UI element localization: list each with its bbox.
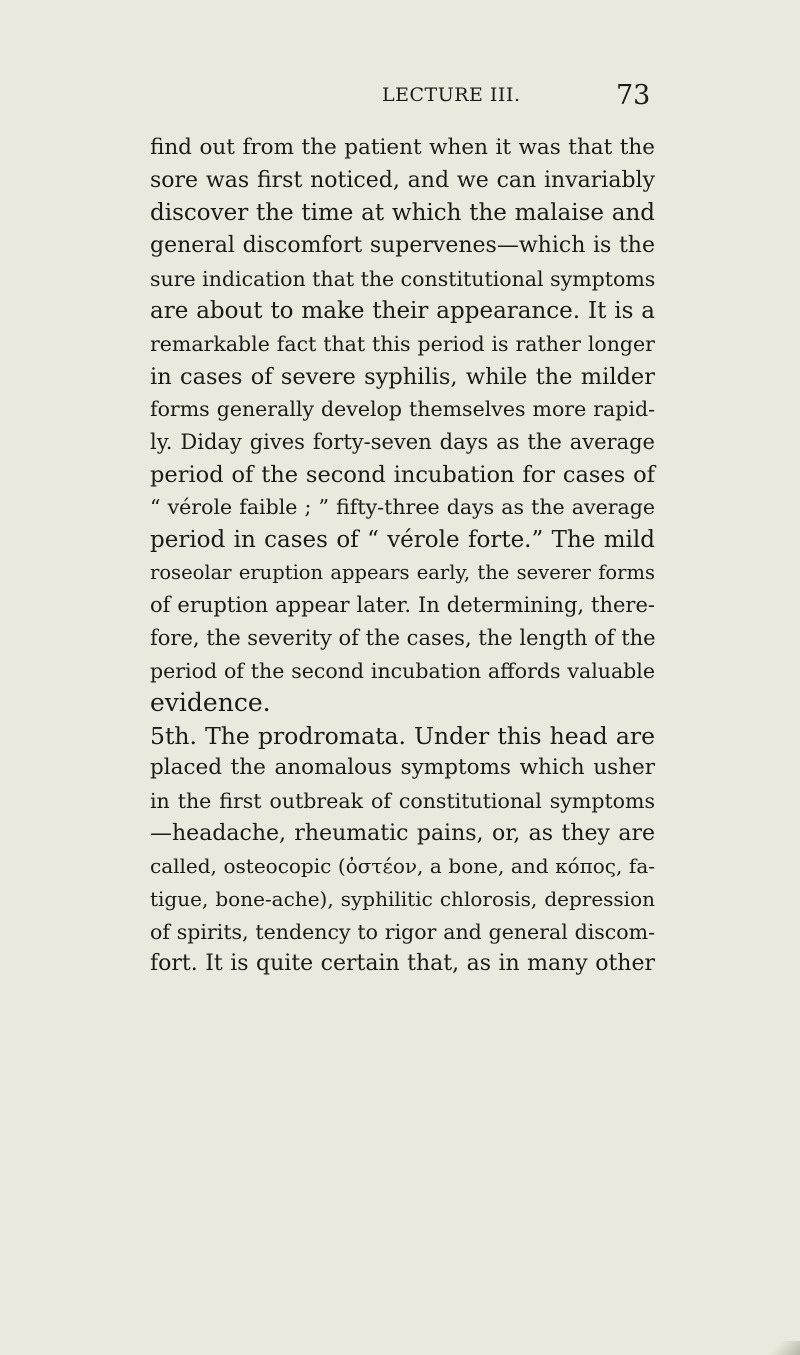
page-corner-shadow xyxy=(760,1341,800,1355)
text-line: forms generally develop themselves more rapid- xyxy=(150,397,655,422)
page-number: 73 xyxy=(616,80,651,111)
text-line: ly. Diday gives forty-seven days as the average xyxy=(150,429,655,454)
body-text xyxy=(150,132,655,981)
text-line: in the first outbreak of constitutional symptoms xyxy=(150,789,655,814)
text-line: 5th. The prodromata. Under this head are xyxy=(150,721,655,750)
text-line: fore, the severity of the cases, the length of the xyxy=(150,625,656,650)
text-line: are about to make their appearance. It is a xyxy=(150,298,655,325)
text-line: of spirits, tendency to rigor and general discom- xyxy=(150,919,655,944)
running-head-title: LECTURE III. xyxy=(382,84,521,106)
text-line: period of the second incubation for cases of xyxy=(150,461,655,488)
text-line: discover the time at which the malaise and xyxy=(150,200,655,227)
text-line: of eruption appear later. In determining, there- xyxy=(150,593,655,618)
running-head xyxy=(0,80,800,114)
text-line: “ vérole faible ; ” fifty-three days as the average xyxy=(150,495,655,520)
text-line: —headache, rheumatic pains, or, as they are xyxy=(150,820,655,846)
text-line: tigue, bone-ache), syphilitic chlorosis, depression xyxy=(150,887,655,912)
text-line: period in cases of “ vérole forte.” The mild xyxy=(150,526,655,553)
text-line: in cases of severe syphilis, while the milder xyxy=(150,363,655,390)
text-line: placed the anomalous symptoms which usher xyxy=(150,755,655,781)
text-line: fort. It is quite certain that, as in many other xyxy=(150,951,655,977)
text-line: period of the second incubation affords valuable xyxy=(150,658,655,683)
text-line: sore was first noticed, and we can invariably xyxy=(150,167,655,193)
text-line: remarkable fact that this period is rather longer xyxy=(150,331,655,356)
text-line: roseolar eruption appears early, the severer forms xyxy=(150,560,655,584)
text-line: find out from the patient when it was that the xyxy=(150,135,655,160)
text-line: sure indication that the constitutional symptoms xyxy=(150,266,656,291)
text-line: called, osteocopic (ὀστέον, a bone, and κόπος, fa- xyxy=(150,854,655,879)
text-line: evidence. xyxy=(150,688,271,718)
text-line: general discomfort supervenes—which is the xyxy=(150,232,655,258)
